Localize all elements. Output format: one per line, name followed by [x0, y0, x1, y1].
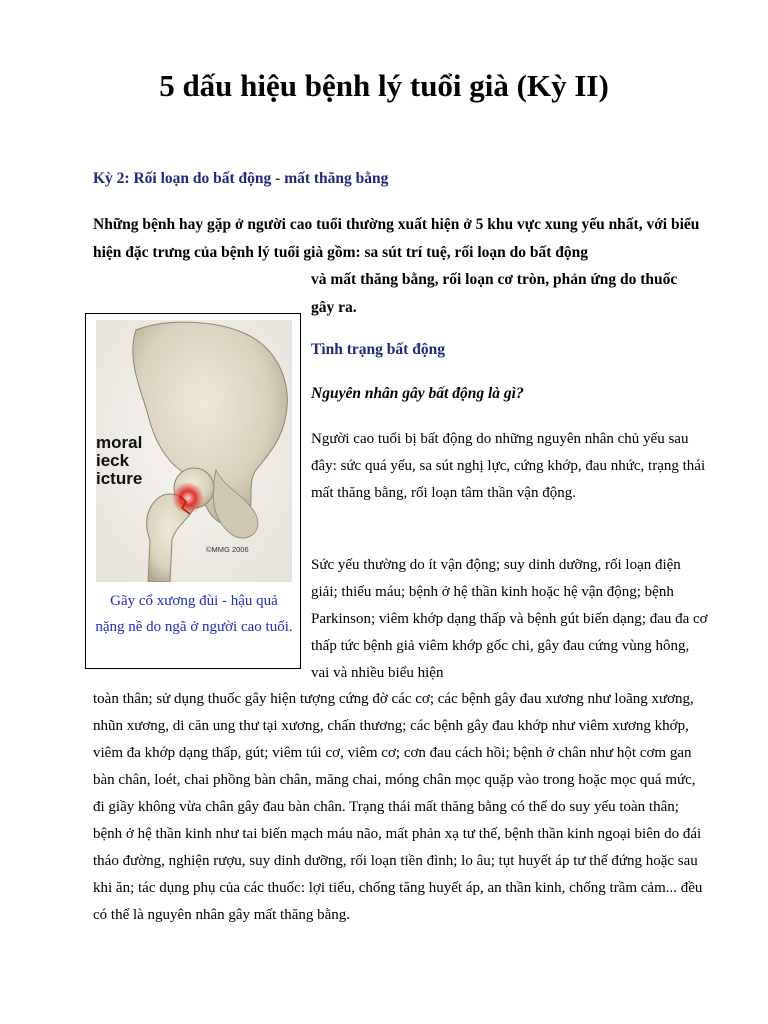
intro-paragraph: Những bệnh hay gặp ở người cao tuổi thường xuất hiện ở 5 khu vực xung yếu nhất, với biểu hiện đặc trưng của bệnh lý tuổi già gồm: sa sút trí tuệ, rối loạn do bất động: [93, 216, 700, 261]
figure-label-line2: ieck: [96, 451, 130, 470]
section-heading: Tình trạng bất động: [311, 341, 445, 358]
figure-label-line1: moral: [96, 433, 143, 452]
paragraph-3: toàn thân; sử dụng thuốc gây hiện tượng cứng đờ các cơ; các bệnh gây đau xương như loãng xương, nhũn xương, di căn ung thư tại xương, chấn thương; các bệnh gây đau khớp như viêm xương khớp, viêm đa khớp dạng thấp, gút; viêm túi cơ, viêm cơ; cơn đau cách hồi; bệnh ở chân như hột cơm gan bàn chân, loét, chai phồng bàn chân, măng chai, móng chân mọc quặp vào trong hoặc mọc quá mức, đi giầy không vừa chân gây đau bàn chân. Trạng thái mất thăng bằng có thể do suy yếu toàn thân; bệnh ở hệ thần kinh như tai biến mạch máu não, mất phản xạ tư thế, bệnh thần kinh ngoại biên do đái tháo đường, nghiện rượu, suy dinh dưỡng, rối loạn tiền đình; lo âu; tụt huyết áp tư thế đứng hoặc sau khi ăn; tác dụng phụ của các thuốc: lợi tiểu, chống tăng huyết áp, an thần kinh, chống trầm cảm... đều có thể là nguyên nhân gây mất thăng bằng.: [93, 691, 703, 923]
question-heading: Nguyên nhân gây bất động là gì?: [311, 385, 524, 402]
copyright-text: ©MMG 2006: [206, 545, 249, 554]
figure-caption: Gãy cổ xương đùi - hậu quả nặng nề do ngã ở người cao tuổi.: [95, 593, 293, 635]
intro-paragraph-continued: và mất thăng bằng, rối loạn cơ tròn, phản ứng do thuốc gây ra.: [311, 271, 678, 316]
paragraph-2: Sức yếu thường do ít vận động; suy dinh dưỡng, rối loạn điện giải; thiếu máu; bệnh ở hệ thần kinh hoặc hệ vận động; bệnh Parkinson; viêm khớp dạng thấp và bệnh gút biến dạng; đau đa cơ thấp tức bệnh giả viêm khớp gốc chi, gây đau cứng vùng hông, vai và nhiều biểu hiện: [311, 557, 708, 681]
page-title: 5 dấu hiệu bệnh lý tuổi già (Kỳ II): [159, 68, 609, 103]
paragraph-1: Người cao tuổi bị bất động do những nguyên nhân chủ yếu sau đây: sức quá yếu, sa sút nghị lực, cứng khớp, đau nhức, trạng thái mất thăng bằng, rối loạn tâm thần vận động.: [311, 431, 706, 501]
hip-bone-illustration: [96, 320, 292, 582]
subheading: Kỳ 2: Rối loạn do bất động - mất thăng bằng: [93, 170, 389, 187]
hip-fracture-figure: [85, 313, 301, 669]
figure-label-line3: icture: [96, 469, 143, 488]
